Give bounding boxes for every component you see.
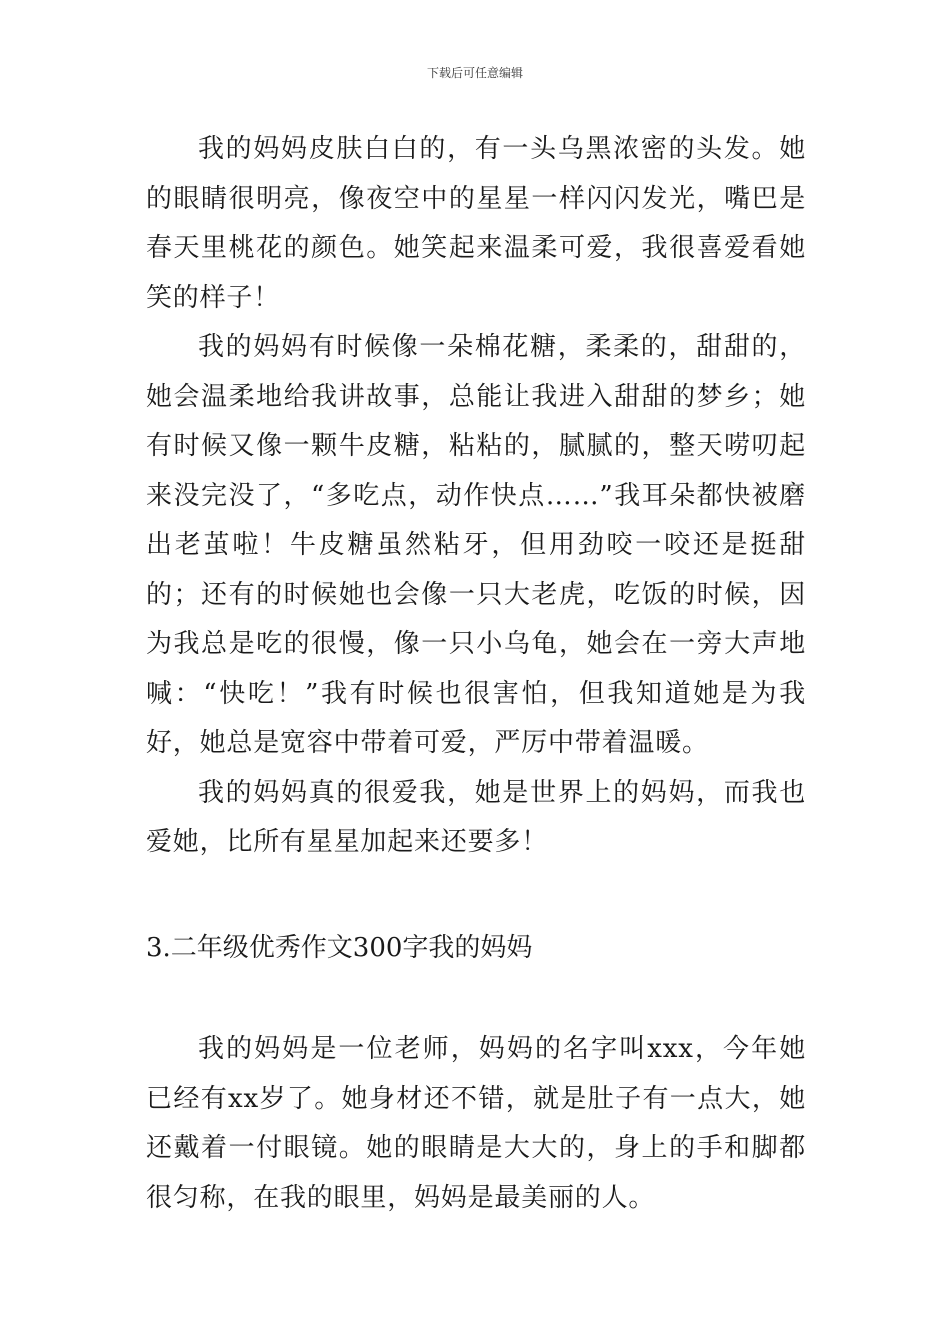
essay-section-two bbox=[146, 1025, 806, 1223]
paragraph: 我的妈妈有时候像一朵棉花糖，柔柔的，甜甜的，她会温柔地给我讲故事，总能让我进入甜甜的梦乡；她有时候又像一颗牛皮糖，粘粘的，腻腻的，整天唠叨起来没完没了，“多吃点，动作快点……”我耳朵都快被磨出老茧啦！牛皮糖虽然粘牙，但用劲咬一咬还是挺甜的；还有的时候她也会像一只大老虎，吃饭的时候，因为我总是吃的很慢，像一只小乌龟，她会在一旁大声地喊：“快吃！”我有时候也很害怕，但我知道她是为我好，她总是宽容中带着可爱，严厉中带着温暖。 bbox=[146, 332, 806, 758]
paragraph: 我的妈妈皮肤白白的，有一头乌黑浓密的头发。她的眼睛很明亮，像夜空中的星星一样闪闪发光，嘴巴是春天里桃花的颜色。她笑起来温柔可爱，我很喜爱看她笑的样子！ bbox=[146, 134, 806, 313]
paragraph: 我的妈妈真的很爱我，她是世界上的妈妈，而我也爱她，比所有星星加起来还要多！ bbox=[146, 777, 806, 857]
section-heading: 3.二年级优秀作文300字我的妈妈 bbox=[146, 933, 533, 963]
page-header: 下载后可任意编辑 bbox=[426, 66, 523, 80]
paragraph: 我的妈妈是一位老师，妈妈的名字叫xxx，今年她已经有xx岁了。她身材还不错，就是肚子有一点大，她还戴着一付眼镜。她的眼睛是大大的，身上的手和脚都很匀称，在我的眼里，妈妈是最美丽的人。 bbox=[146, 1034, 806, 1213]
essay-section-one bbox=[146, 125, 806, 868]
